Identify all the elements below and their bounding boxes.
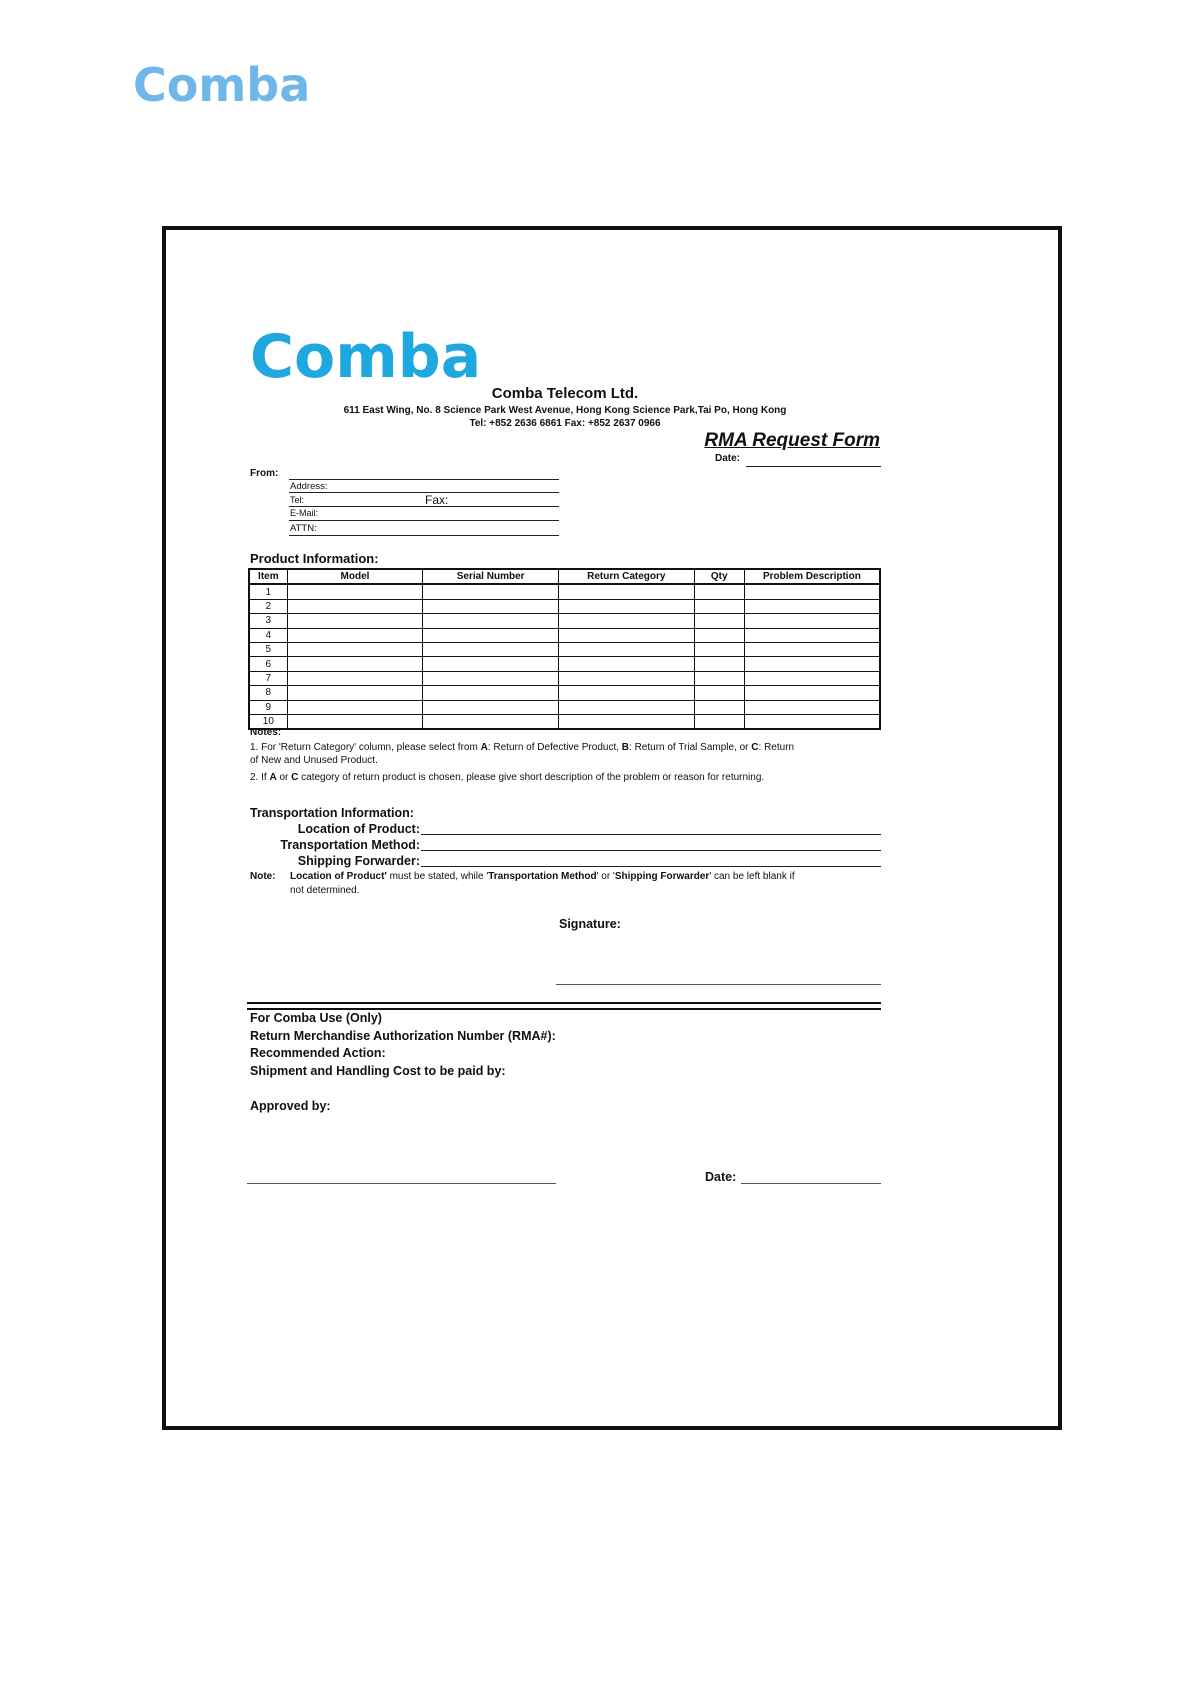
date-line[interactable] bbox=[746, 466, 881, 467]
item-number: 2 bbox=[249, 599, 287, 613]
fax-label: Fax: bbox=[425, 493, 449, 507]
notes-heading: Notes: bbox=[250, 727, 282, 738]
model-cell[interactable] bbox=[287, 671, 423, 685]
serial-cell[interactable] bbox=[423, 700, 559, 714]
from-line[interactable] bbox=[289, 479, 559, 480]
col-problem-description: Problem Description bbox=[744, 569, 880, 584]
table-row bbox=[249, 714, 880, 729]
item-number: 7 bbox=[249, 671, 287, 685]
forwarder-label: Shipping Forwarder: bbox=[297, 854, 420, 868]
company-name: Comba Telecom Ltd. bbox=[491, 385, 639, 402]
qty-cell[interactable] bbox=[694, 614, 744, 628]
item-number: 9 bbox=[249, 700, 287, 714]
table-row bbox=[249, 642, 880, 656]
table-row bbox=[249, 628, 880, 642]
qty-cell[interactable] bbox=[694, 671, 744, 685]
method-label: Transportation Method: bbox=[280, 838, 420, 852]
category-cell[interactable] bbox=[558, 599, 694, 613]
approver-line[interactable] bbox=[247, 1183, 556, 1184]
note-2-text-b: category of return product is chosen, please give short description of the problem or reason for returning. bbox=[298, 772, 765, 783]
header-logo bbox=[133, 58, 310, 112]
problem-cell[interactable] bbox=[744, 584, 880, 599]
tel-label: Tel: bbox=[290, 495, 305, 505]
problem-cell[interactable] bbox=[744, 599, 880, 613]
serial-cell[interactable] bbox=[423, 584, 559, 599]
category-cell[interactable] bbox=[558, 584, 694, 599]
col-serial-number: Serial Number bbox=[423, 569, 559, 584]
qty-cell[interactable] bbox=[694, 599, 744, 613]
model-cell[interactable] bbox=[287, 700, 423, 714]
method-line[interactable] bbox=[421, 850, 881, 851]
qty-cell[interactable] bbox=[694, 628, 744, 642]
table-row bbox=[249, 686, 880, 700]
note-2-A: A bbox=[269, 772, 277, 783]
serial-cell[interactable] bbox=[423, 599, 559, 613]
divider-bottom bbox=[247, 1008, 881, 1010]
model-cell[interactable] bbox=[287, 584, 423, 599]
attn-label: ATTN: bbox=[290, 523, 317, 534]
company-address: 611 East Wing, No. 8 Science Park West Avenue, Hong Kong Science Park,Tai Po, Hong Kong bbox=[343, 405, 787, 416]
forwarder-line[interactable] bbox=[421, 866, 881, 867]
transport-note-b3: Shipping Forwarder bbox=[614, 871, 710, 882]
category-cell[interactable] bbox=[558, 714, 694, 729]
problem-cell[interactable] bbox=[744, 671, 880, 685]
date-label: Date: bbox=[715, 453, 741, 464]
note-1-text-a: 1. For 'Return Category' column, please select from bbox=[250, 742, 481, 753]
table-row bbox=[249, 584, 880, 599]
category-cell[interactable] bbox=[558, 642, 694, 656]
transport-note-t2: ' or ' bbox=[596, 871, 615, 882]
shipment-cost-label: Shipment and Handling Cost to be paid by: bbox=[250, 1064, 506, 1078]
transport-heading: Transportation Information: bbox=[250, 806, 414, 820]
table-row bbox=[249, 614, 880, 628]
transport-note-t3: ' can be left blank if bbox=[709, 871, 795, 882]
model-cell[interactable] bbox=[287, 599, 423, 613]
serial-cell[interactable] bbox=[423, 614, 559, 628]
note-2-C: C bbox=[291, 772, 299, 783]
form-title: RMA Request Form bbox=[704, 430, 880, 451]
from-label: From: bbox=[250, 468, 279, 479]
signature-line[interactable] bbox=[556, 984, 881, 985]
item-number: 8 bbox=[249, 686, 287, 700]
note-1-line2: of New and Unused Product. bbox=[250, 755, 378, 766]
table-row bbox=[249, 671, 880, 685]
note-1-A: A bbox=[480, 742, 488, 753]
note-1-B: B bbox=[621, 742, 630, 753]
item-number: 1 bbox=[249, 584, 287, 599]
model-cell[interactable] bbox=[287, 628, 423, 642]
table-header-row bbox=[249, 569, 880, 584]
location-line[interactable] bbox=[421, 834, 881, 835]
category-cell[interactable] bbox=[558, 614, 694, 628]
location-label: Location of Product: bbox=[297, 822, 420, 836]
table-row bbox=[249, 657, 880, 671]
serial-cell[interactable] bbox=[423, 671, 559, 685]
form-logo-text: Comba bbox=[250, 322, 482, 392]
address-line[interactable] bbox=[289, 492, 559, 493]
transport-note-line2: not determined. bbox=[290, 885, 360, 896]
category-cell[interactable] bbox=[558, 628, 694, 642]
approval-date-line[interactable] bbox=[741, 1183, 881, 1184]
problem-cell[interactable] bbox=[744, 614, 880, 628]
note-1-text-c: : Return of Trial Sample, or bbox=[629, 742, 752, 753]
form-logo bbox=[250, 322, 481, 392]
transport-note-b2: Transportation Method bbox=[488, 871, 597, 882]
company-contact: Tel: +852 2636 6861 Fax: +852 2637 0966 bbox=[469, 418, 661, 429]
col-return-category: Return Category bbox=[558, 569, 694, 584]
model-cell[interactable] bbox=[287, 714, 423, 729]
problem-cell[interactable] bbox=[744, 714, 880, 729]
product-heading: Product Information: bbox=[250, 551, 379, 566]
note-1-text-b: : Return of Defective Product, bbox=[487, 742, 622, 753]
qty-cell[interactable] bbox=[694, 657, 744, 671]
item-number: 10 bbox=[249, 714, 287, 729]
qty-cell[interactable] bbox=[694, 686, 744, 700]
item-number: 6 bbox=[249, 657, 287, 671]
col-item: Item bbox=[249, 569, 287, 584]
category-cell[interactable] bbox=[558, 671, 694, 685]
model-cell[interactable] bbox=[287, 686, 423, 700]
category-cell[interactable] bbox=[558, 700, 694, 714]
serial-cell[interactable] bbox=[423, 657, 559, 671]
item-number: 4 bbox=[249, 628, 287, 642]
model-cell[interactable] bbox=[287, 614, 423, 628]
signature-label: Signature: bbox=[559, 917, 621, 931]
qty-cell[interactable] bbox=[694, 714, 744, 729]
category-cell[interactable] bbox=[558, 686, 694, 700]
qty-cell[interactable] bbox=[694, 700, 744, 714]
address-label: Address: bbox=[290, 481, 328, 492]
recommended-action-label: Recommended Action: bbox=[250, 1046, 386, 1060]
serial-cell[interactable] bbox=[423, 642, 559, 656]
model-cell[interactable] bbox=[287, 642, 423, 656]
serial-cell[interactable] bbox=[423, 628, 559, 642]
serial-cell[interactable] bbox=[423, 686, 559, 700]
table-row bbox=[249, 700, 880, 714]
rma-number-label: Return Merchandise Authorization Number (RMA#): bbox=[250, 1029, 556, 1043]
product-table bbox=[248, 568, 881, 730]
divider-top bbox=[247, 1002, 881, 1004]
problem-cell[interactable] bbox=[744, 657, 880, 671]
note-1-C: C bbox=[751, 742, 759, 753]
email-label: E-Mail: bbox=[290, 508, 319, 518]
transport-note-label: Note: bbox=[250, 871, 276, 882]
email-line[interactable] bbox=[289, 520, 559, 521]
transport-note-b1: Location of Product' bbox=[290, 871, 387, 882]
note-1-text-d: : Return bbox=[758, 742, 795, 753]
header-logo-text: Comba bbox=[133, 58, 311, 112]
problem-cell[interactable] bbox=[744, 700, 880, 714]
qty-cell[interactable] bbox=[694, 584, 744, 599]
category-cell[interactable] bbox=[558, 657, 694, 671]
tel-fax-line[interactable] bbox=[289, 506, 559, 507]
col-model: Model bbox=[287, 569, 423, 584]
qty-cell[interactable] bbox=[694, 642, 744, 656]
approval-date-label: Date: bbox=[705, 1170, 737, 1184]
note-2 bbox=[250, 772, 764, 783]
col-qty: Qty bbox=[694, 569, 744, 584]
problem-cell[interactable] bbox=[744, 686, 880, 700]
table-row bbox=[249, 599, 880, 613]
problem-cell[interactable] bbox=[744, 628, 880, 642]
approved-by-label: Approved by: bbox=[250, 1099, 331, 1113]
note-1 bbox=[250, 742, 890, 753]
item-number: 3 bbox=[249, 614, 287, 628]
model-cell[interactable] bbox=[287, 657, 423, 671]
transport-note bbox=[290, 871, 795, 882]
internal-heading: For Comba Use (Only) bbox=[250, 1011, 382, 1025]
note-2-or: or bbox=[276, 772, 292, 783]
transport-note-t1: must be stated, while ' bbox=[386, 871, 489, 882]
attn-line[interactable] bbox=[289, 535, 559, 536]
note-2-text-a: 2. If bbox=[250, 772, 270, 783]
serial-cell[interactable] bbox=[423, 714, 559, 729]
item-number: 5 bbox=[249, 642, 287, 656]
problem-cell[interactable] bbox=[744, 642, 880, 656]
